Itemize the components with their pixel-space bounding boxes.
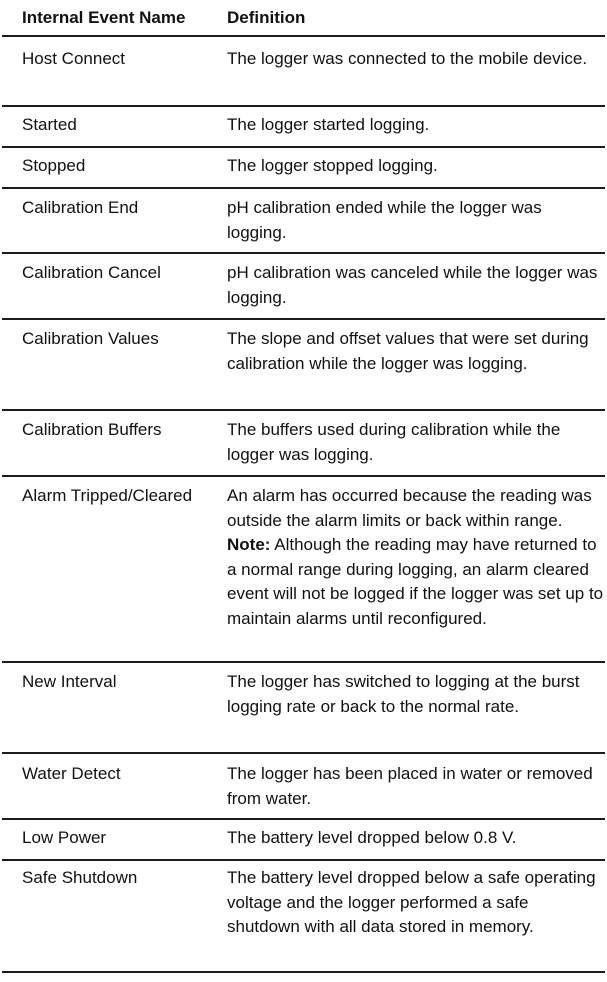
event-definition: pH calibration ended while the logger was logging.	[227, 198, 542, 242]
table-row	[2, 189, 605, 254]
table-row	[2, 663, 605, 754]
event-definition: pH calibration was canceled while the logger was logging.	[227, 263, 598, 307]
event-name: Calibration End	[22, 198, 139, 217]
table-row	[2, 37, 605, 107]
table-row	[2, 820, 605, 861]
event-definition: The logger has been placed in water or removed from water.	[227, 764, 593, 808]
event-definition: The logger has switched to logging at the burst logging rate or back to the normal rate.	[227, 672, 580, 716]
event-definition: The logger was connected to the mobile device.	[227, 49, 588, 68]
event-definition	[207, 484, 605, 661]
definition-note-text: Although the reading may have returned to a normal range during logging, an alarm cleared event will not be logged if the logger was set up to maintain alarms until reconfigured.	[227, 535, 604, 628]
event-name: Low Power	[22, 828, 107, 847]
event-definition: The battery level dropped below 0.8 V.	[227, 828, 517, 847]
definition-text: An alarm has occurred because the reading was outside the alarm limits or back within range.	[227, 486, 592, 530]
event-definition: The buffers used during calibration while the logger was logging.	[227, 420, 561, 464]
table-row	[2, 861, 605, 973]
header-definition: Definition	[227, 8, 306, 27]
event-name: Started	[22, 115, 77, 134]
event-definition: The battery level dropped below a safe operating voltage and the logger performed a safe shutdown with all data stored in memory.	[227, 868, 596, 936]
table-row	[2, 477, 605, 663]
table-row	[2, 411, 605, 477]
table-header-row	[2, 0, 605, 37]
internal-events-table	[2, 0, 605, 973]
table-row	[2, 148, 605, 189]
event-name: Water Detect	[22, 764, 121, 783]
table-row	[2, 107, 605, 148]
event-name: Stopped	[22, 156, 86, 175]
event-name: Alarm Tripped/Cleared	[22, 486, 193, 505]
header-event-name: Internal Event Name	[22, 8, 186, 27]
event-definition: The logger started logging.	[227, 115, 430, 134]
table-row	[2, 320, 605, 411]
event-name: Calibration Cancel	[22, 263, 161, 282]
event-name: Safe Shutdown	[22, 868, 138, 887]
event-definition: The slope and offset values that were set during calibration while the logger was logging.	[227, 329, 589, 373]
table-row	[2, 254, 605, 320]
table-row	[2, 754, 605, 820]
event-name: New Interval	[22, 672, 117, 691]
note-label: Note:	[227, 535, 271, 554]
event-definition: The logger stopped logging.	[227, 156, 438, 175]
event-name: Calibration Values	[22, 329, 159, 348]
event-name: Calibration Buffers	[22, 420, 162, 439]
event-name: Host Connect	[22, 49, 125, 68]
